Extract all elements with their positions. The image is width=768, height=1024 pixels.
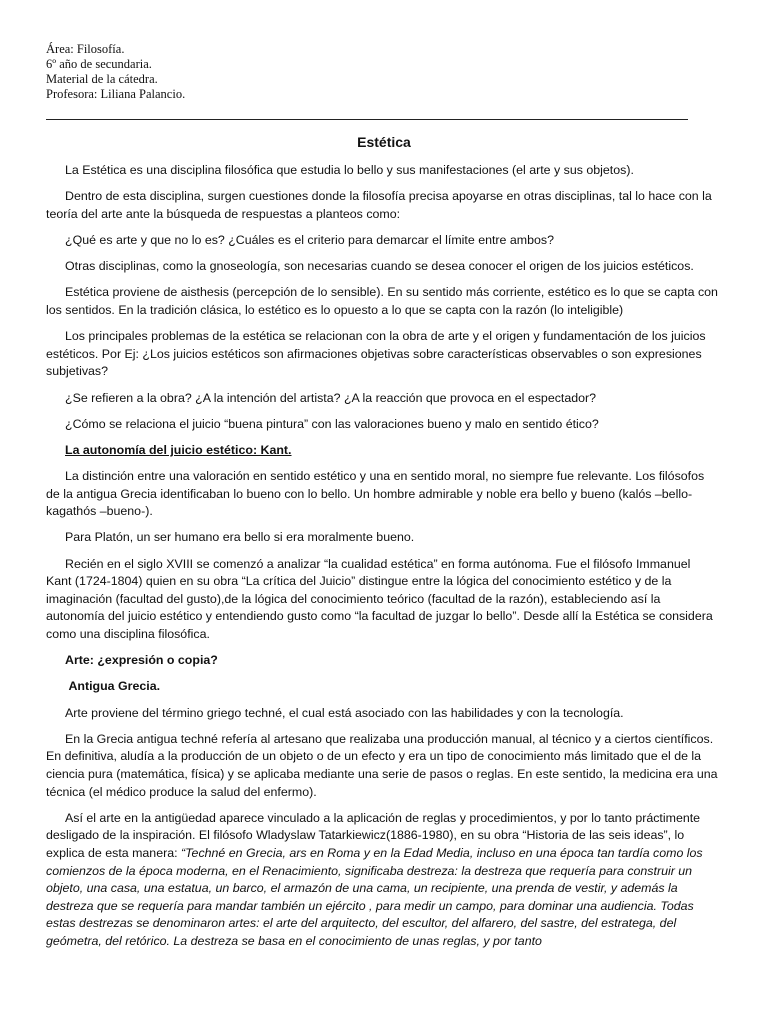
header-teacher: Profesora: Liliana Palancio. xyxy=(46,87,186,101)
paragraph: Para Platón, un ser humano era bello si era moralmente bueno. xyxy=(65,530,415,545)
section-heading-arte xyxy=(46,652,718,670)
section-heading-kant xyxy=(46,442,718,460)
document-title: Estética xyxy=(357,134,411,150)
paragraph: ¿Qué es arte y que no lo es? ¿Cuáles es el criterio para demarcar el límite entre ambos? xyxy=(65,232,554,247)
header-area: Área: Filosofía. xyxy=(46,42,125,56)
paragraph-quote-italic: “Techné en Grecia, ars en Roma y en la Edad Media, incluso en una época tan tardía como los comienzos de la época moderna, en el Renacimiento, significaba destreza: la destreza que requería para construir un objeto, una casa, una estatua, un barco, el armazón de una cama, un recipiente, una prenda de vestir, y además la destreza que se requería para mandar también un ejército , para medir un campo, para dominar una audiencia. Todas estas destrezas se denominaron artes: el arte del arquitecto, del escultor, del alfarero, del sastre, del estratega, del geómetra, del retórico. La destreza se basa en el conocimiento de unas reglas, y por tanto xyxy=(46,845,703,948)
paragraph: Recién en el siglo XVIII se comenzó a analizar “la cualidad estética” en forma autónoma. Fue el filósofo Immanuel Kant (1724-1804) quien en su obra “La crítica del Juicio” distingue entre la lógica del conocimiento estético y de la imaginación (facultad del gusto),de la lógica del conocimiento teórico (facultad de la razón), estableciendo así la autonomía del juicio estético y entendiendo gusto como “la facultad de juzgar lo bello”. Desde allí la Estética se considera como una disciplina filosófica. xyxy=(46,556,713,641)
paragraph-quote xyxy=(46,810,718,951)
header-material: Material de la cátedra. xyxy=(46,72,158,86)
paragraph: ¿Se refieren a la obra? ¿A la intención del artista? ¿A la reacción que provoca en el espectador? xyxy=(65,390,597,405)
paragraph: Los principales problemas de la estética se relacionan con la obra de arte y el origen y fundamentación de los juicios estéticos. Por Ej: ¿Los juicios estéticos son afirmaciones objetivas sobre características observables o son expresiones subjetivas? xyxy=(46,329,706,379)
paragraph: ¿Cómo se relaciona el juicio “buena pintura” con las valoraciones bueno y malo en sentido ético? xyxy=(65,416,599,431)
paragraph: En la Grecia antigua techné refería al artesano que realizaba una producción manual, al técnico y a ciertos científicos. En definitiva, aludía a la producción de un objeto o de un efecto y era un tipo de conocimiento más limitado que el de la ciencia pura (matemática, física) y se aplicaba mediante una serie de pasos o reglas. En este sentido, la medicina era una técnica (el médico produce la salud del enfermo). xyxy=(46,731,718,799)
header-divider xyxy=(46,119,688,120)
document-body xyxy=(46,162,718,958)
paragraph: Dentro de esta disciplina, surgen cuestiones donde la filosofía precisa apoyarse en otras disciplinas, tal lo hace con la teoría del arte ante la búsqueda de respuestas a planteos como: xyxy=(46,189,712,221)
paragraph: La distinción entre una valoración en sentido estético y una en sentido moral, no siempre fue relevante. Los filósofos de la antigua Grecia identificaban lo bueno con lo bello. Un hombre admirable y noble era bello y bueno (kalós –bello- kagathós –bueno-). xyxy=(46,469,705,519)
subheading-grecia-text: Antigua Grecia. xyxy=(68,679,161,694)
section-heading-arte-text: Arte: ¿expresión o copia? xyxy=(65,653,218,668)
paragraph: Otras disciplinas, como la gnoseología, son necesarias cuando se desea conocer el origen de los juicios estéticos. xyxy=(65,259,694,274)
header-year: 6º año de secundaria. xyxy=(46,57,152,71)
paragraph-quote-plain: Así el arte en la antigüedad aparece vinculado a la aplicación de reglas y procedimientos, y por lo tanto práctimente desligado de la inspiración. El filósofo Wladyslaw Tatarkiewicz(1886-1980), en su obra “Historia de las seis ideas”, lo explica de esta manera: xyxy=(46,810,701,860)
paragraph: Arte proviene del término griego techné, el cual está asociado con las habilidades y con la tecnología. xyxy=(65,705,624,720)
paragraph: La Estética es una disciplina filosófica que estudia lo bello y sus manifestaciones (el arte y sus objetos). xyxy=(65,163,634,177)
paragraph: Estética proviene de aisthesis (percepción de lo sensible). En su sentido más corriente, estético es lo que se capta con los sentidos. En la tradición clásica, lo estético es lo opuesto a lo que se capta con la razón (lo inteligible) xyxy=(46,285,718,317)
subheading-grecia xyxy=(46,678,718,696)
section-heading-kant-text: La autonomía del juicio estético: Kant. xyxy=(65,442,292,457)
document-header xyxy=(46,42,185,102)
